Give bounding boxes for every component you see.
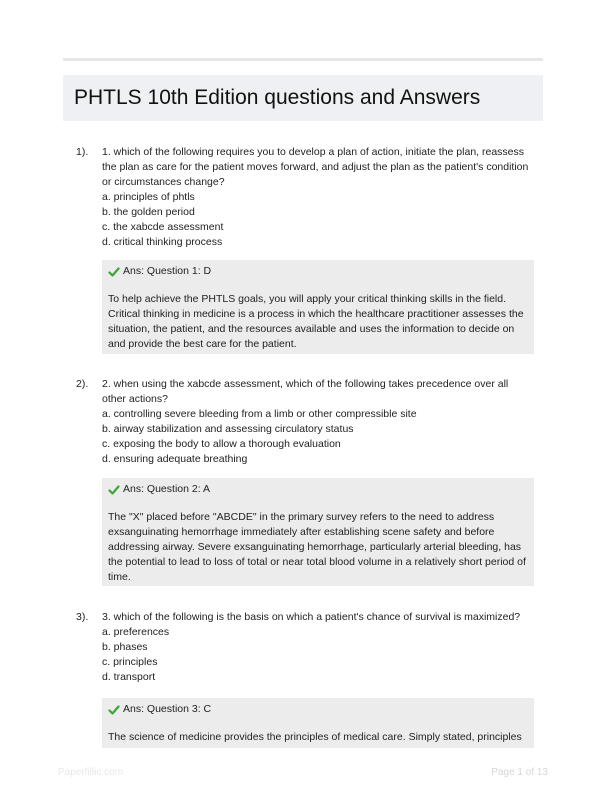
option-b: b. the golden period bbox=[102, 206, 195, 218]
question-number: 2). bbox=[76, 378, 89, 390]
page-title: PHTLS 10th Edition questions and Answers bbox=[74, 86, 481, 109]
answer-label: Ans: Question 1: D bbox=[123, 265, 212, 277]
question-number: 1). bbox=[76, 146, 89, 158]
answer-explanation: The science of medicine provides the principles of medical care. Simply stated, principles bbox=[108, 731, 522, 743]
answer-box-1 bbox=[102, 260, 534, 354]
option-a: a. preferences bbox=[102, 626, 170, 638]
option-a: a. controlling severe bleeding from a limb or other compressible site bbox=[102, 408, 417, 420]
footer-site: Paperfillic.com bbox=[58, 767, 124, 778]
question-text: 3. which of the following is the basis on which a patient's chance of survival is maximized? bbox=[102, 611, 521, 623]
question-text: 2. when using the xabcde assessment, which of the following takes precedence over all other actions? bbox=[102, 378, 509, 405]
answer-explanation: To help achieve the PHTLS goals, you will apply your critical thinking skills in the field. Critical thinking in medicine is a process in which the healthcare practitioner assesses the situation, the patient, and the resources available and uses the information to decide on and provide the best care for the patient. bbox=[108, 293, 524, 350]
option-d: d. transport bbox=[102, 671, 156, 683]
answer-explanation: The "X" placed before "ABCDE" in the primary survey refers to the need to address exsanguinating hemorrhage immediately after establishing scene safety and before addressing airway. Severe exsanguinating hemorrhage, particularly arterial bleeding, has the potential to lead to loss of total or near total blood volume in a relatively short period of time. bbox=[108, 511, 526, 583]
question-text: 1. which of the following requires you to develop a plan of action, initiate the plan, reassess the plan as care for the patient moves forward, and adjust the plan as the patient's condition or circumstances change? bbox=[102, 146, 529, 188]
check-icon bbox=[108, 266, 120, 278]
answer-label: Ans: Question 3: C bbox=[123, 703, 212, 715]
footer-page-number: Page 1 of 13 bbox=[491, 767, 548, 778]
answer-box-2 bbox=[102, 478, 534, 586]
option-c: c. principles bbox=[102, 656, 158, 668]
question-number: 3). bbox=[76, 611, 89, 623]
option-a: a. principles of phtls bbox=[102, 191, 195, 203]
check-icon bbox=[108, 704, 120, 716]
option-c: c. the xabcde assessment bbox=[102, 221, 224, 233]
option-b: b. airway stabilization and assessing circulatory status bbox=[102, 423, 354, 435]
answer-label: Ans: Question 2: A bbox=[123, 483, 210, 495]
top-divider bbox=[63, 58, 543, 61]
check-icon bbox=[108, 484, 120, 496]
option-b: b. phases bbox=[102, 641, 148, 653]
option-d: d. ensuring adequate breathing bbox=[102, 453, 248, 465]
answer-box-3 bbox=[102, 698, 534, 748]
option-d: d. critical thinking process bbox=[102, 236, 223, 248]
option-c: c. exposing the body to allow a thorough evaluation bbox=[102, 438, 341, 450]
title-banner bbox=[63, 75, 543, 121]
